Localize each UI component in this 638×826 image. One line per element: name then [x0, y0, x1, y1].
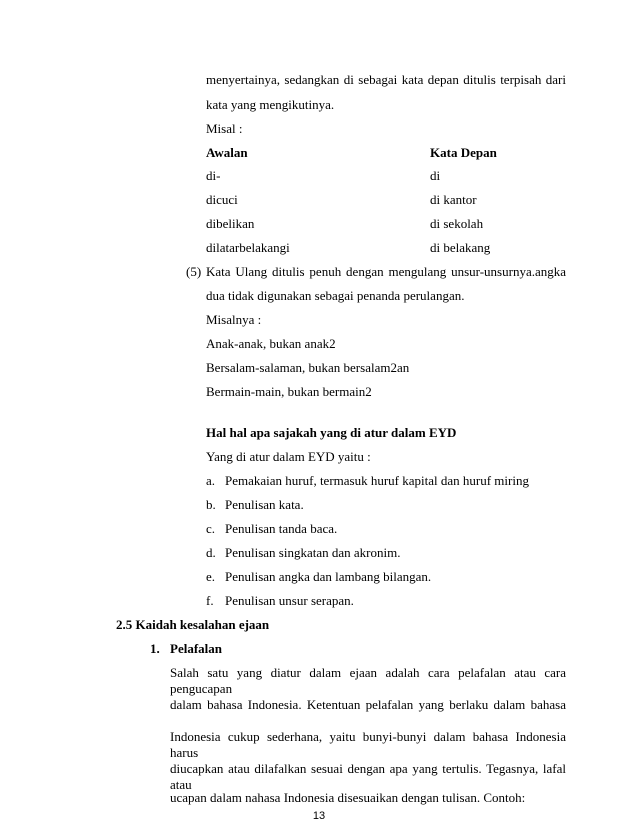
eyd-item-text: Penulisan kata.: [225, 497, 304, 512]
eyd-item-text: Pemakaian huruf, termasuk huruf kapital dan huruf miring: [225, 473, 529, 488]
misalnya-label: Misalnya :: [206, 312, 262, 327]
intro-line-2: kata yang mengikutinya.: [206, 97, 335, 112]
subsection-title: Pelafalan: [170, 641, 222, 656]
eyd-item-text: Penulisan tanda baca.: [225, 521, 338, 536]
eyd-item-letter: f.: [206, 593, 214, 608]
eyd-item-text: Penulisan singkatan dan akronim.: [225, 545, 401, 560]
eyd-intro: Yang di atur dalam EYD yaitu :: [206, 449, 371, 464]
kata-depan-cell: di kantor: [430, 192, 477, 207]
intro-line-1: menyertainya, sedangkan di sebagai kata depan ditulis terpisah dari: [206, 72, 566, 87]
awalan-cell: dilatarbelakangi: [206, 240, 290, 255]
eyd-heading: Hal hal apa sajakah yang di atur dalam EYD: [206, 425, 457, 440]
example-line: Bermain-main, bukan bermain2: [206, 384, 372, 399]
paragraph-line: dalam bahasa Indonesia. Ketentuan pelafalan yang berlaku dalam bahasa: [170, 697, 566, 712]
item-5-number: (5): [186, 264, 202, 279]
paragraph-line: Salah satu yang diatur dalam ejaan adalah cara pelafalan atau cara pengucapan: [170, 665, 566, 696]
eyd-item-letter: b.: [206, 497, 216, 512]
paragraph-line: Indonesia cukup sederhana, yaitu bunyi-bunyi dalam bahasa Indonesia harus: [170, 729, 566, 760]
page-number: 13: [312, 810, 326, 822]
kata-depan-cell: di sekolah: [430, 216, 484, 231]
item-5-line-1: Kata Ulang ditulis penuh dengan mengulang unsur-unsurnya.angka: [206, 264, 566, 279]
eyd-item-letter: c.: [206, 521, 216, 536]
example-line: Anak-anak, bukan anak2: [206, 336, 336, 351]
example-line: Bersalam-salaman, bukan bersalam2an: [206, 360, 410, 375]
paragraph-line: diucapkan atau dilafalkan sesuai dengan apa yang tertulis. Tegasnya, lafal atau: [170, 761, 566, 792]
awalan-cell: dibelikan: [206, 216, 255, 231]
item-5-line-2: dua tidak digunakan sebagai penanda perulangan.: [206, 288, 465, 303]
paragraph-line: ucapan dalam nahasa Indonesia disesuaikan dengan tulisan. Contoh:: [170, 790, 526, 805]
awalan-cell: dicuci: [206, 192, 238, 207]
col-head-kata-depan: Kata Depan: [430, 145, 497, 160]
eyd-item-text: Penulisan unsur serapan.: [225, 593, 354, 608]
kata-depan-cell: di belakang: [430, 240, 491, 255]
eyd-item-letter: e.: [206, 569, 216, 584]
awalan-cell: di-: [206, 168, 221, 183]
misal-label: Misal :: [206, 121, 243, 136]
eyd-item-text: Penulisan angka dan lambang bilangan.: [225, 569, 432, 584]
col-head-awalan: Awalan: [206, 145, 248, 160]
eyd-item-letter: a.: [206, 473, 216, 488]
section-heading: 2.5 Kaidah kesalahan ejaan: [116, 617, 270, 632]
subsection-number: 1.: [150, 641, 160, 656]
eyd-item-letter: d.: [206, 545, 216, 560]
kata-depan-cell: di: [430, 168, 441, 183]
